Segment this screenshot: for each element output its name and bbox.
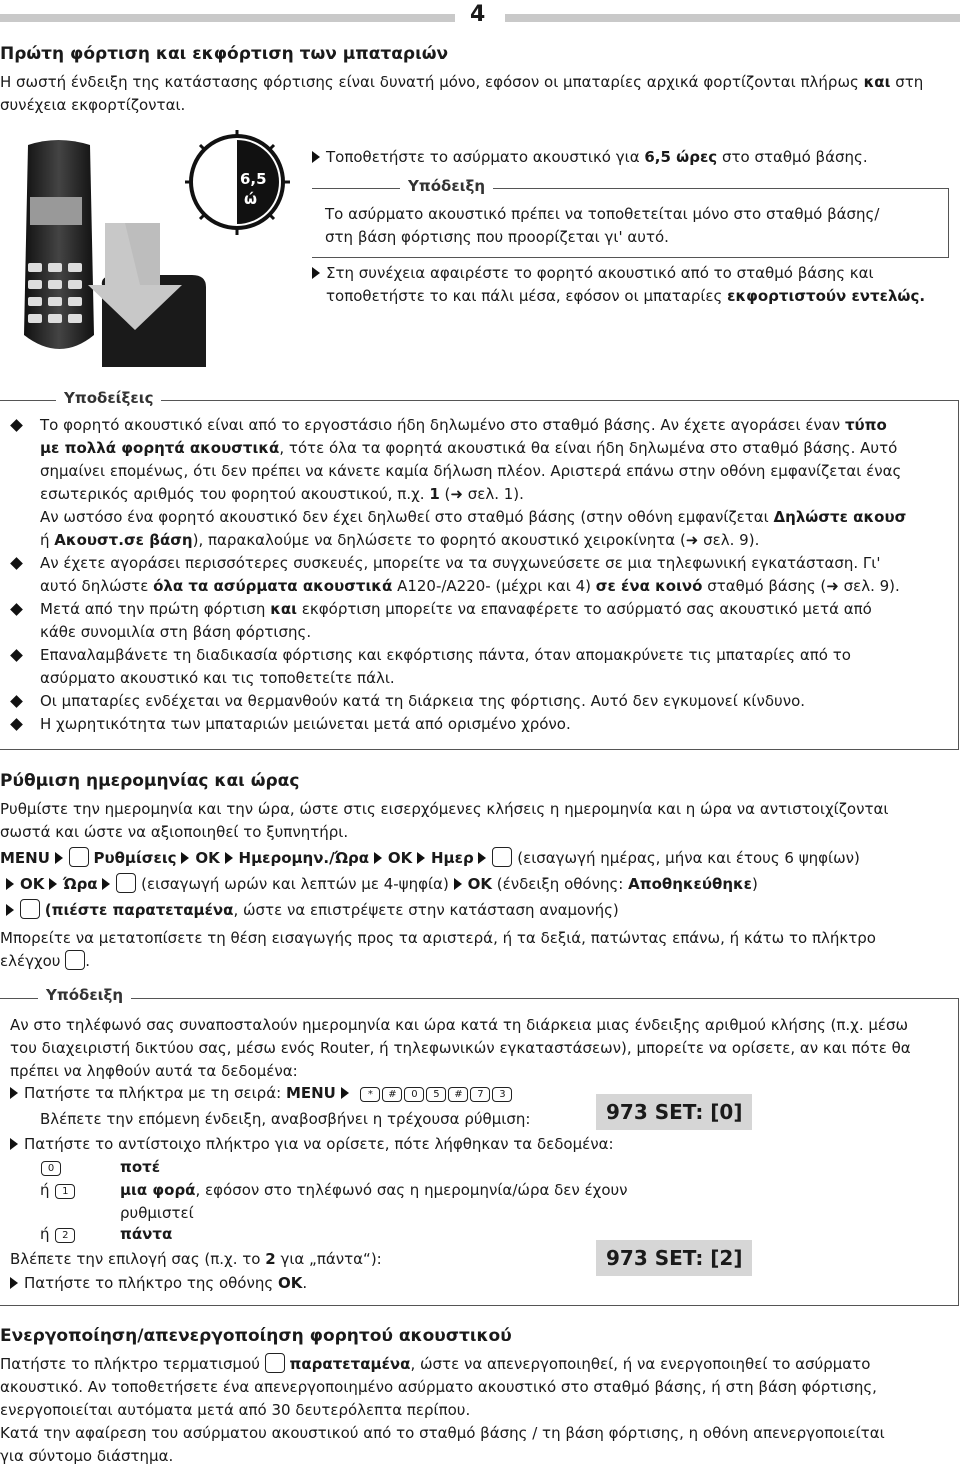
tips-label: Υποδείξεις: [56, 389, 161, 407]
section-title-datetime: Ρύθμιση ημερομηνίας και ώρας: [0, 771, 300, 791]
end-call-key-icon: [20, 899, 40, 919]
clock-icon: [185, 130, 290, 235]
control-key-icon: [65, 950, 85, 970]
key-3: 3: [492, 1087, 512, 1102]
end-call-key-icon-2: [265, 1353, 285, 1373]
note2-text: Αν στο τηλέφωνό σας συναποσταλούν ημερομηνία και ώρα κατά τη διάρκεια μιας ένδειξης αριθμού κλήσης (π.χ. μέσω του διαχειριστή δικτύου σας, μέσω ενός Router, ή τηλεφωνικών εγκαταστάσεων), μπορείτε να ορίσετε, αν και πότε θα πρέπει να ληφθούν αυτά τα δεδομένα:: [10, 1016, 911, 1080]
note2-step1-desc: Βλέπετε την επόμενη ένδειξη, αναβοσβήνει η τρέχουσα ρύθμιση:: [40, 1110, 531, 1128]
datetime-cursor-text: Μπορείτε να μετατοπίσετε τη θέση εισαγωγής προς τα αριστερά, ή τα δεξιά, πατώντας επάνω, ή κάτω το πλήκτρο ελέγχου .: [0, 929, 876, 970]
clock-label-unit: ώ: [244, 190, 258, 208]
note2-see-choice: Βλέπετε την επιλογή σας (π.χ. το 2 για „πάντα“):: [10, 1250, 382, 1268]
key-hash-2: #: [448, 1087, 468, 1102]
key-star: *: [360, 1087, 380, 1102]
nav-key-icon: [69, 847, 89, 867]
section-title-charging: Πρώτη φόρτιση και εκφόρτιση των μπαταριών: [0, 44, 449, 64]
datetime-menu-path-1: MENU Ρυθμίσεις OK Ημερομην./Ώρα OK Ημερ (εισαγωγή ημέρας, μήνα και έτους 6 ψηφίων): [0, 849, 860, 867]
tip-item-after-charge: Μετά από την πρώτη φόρτιση και εκφόρτιση μπορείτε να επαναφέρετε το ασύρματό σας ακουστικό μετά από κάθε συνομιλία στη βάση φόρτισης.: [0, 598, 955, 644]
note2-step1: Πατήστε τα πλήκτρα με τη σειρά: MENU * # 0 5 # 7 3: [10, 1082, 513, 1105]
tip-item-repeat: Επαναλαμβάνετε τη διαδικασία φόρτισης και εκφόρτισης πάντα, όταν απομακρύνετε τις μπαταρίες από το ασύρματο ακουστικό και τις τοποθετείτε πάλι.: [0, 644, 955, 690]
note-label-2: Υπόδειξη: [38, 986, 131, 1004]
key-5: 5: [426, 1087, 446, 1102]
tip-item-heat: Οι μπαταρίες ενδέχεται να θερμανθούν κατά τη διάρκεια της φόρτισης. Αυτό δεν εγκυμονεί κίνδυνο.: [0, 690, 955, 713]
note-label-1: Υπόδειξη: [400, 177, 493, 195]
tips-list: [0, 414, 955, 736]
step-remove-handset: Στη συνέχεια αφαιρέστε το φορητό ακουστικό από το σταθμό βάσης και τοποθετήστε το και πάλι μέσα, εφόσον οι μπαταρίες εκφορτιστούν εντελώς.: [312, 262, 925, 308]
note2-option-once: ή 1 μια φορά, εφόσον στο τηλέφωνό σας η ημερομηνία/ώρα δεν έχουν ρυθμιστεί: [40, 1181, 628, 1222]
note-text-1: Το ασύρματο ακουστικό πρέπει να τοποθετείται μόνο στο σταθμό βάσης/ στη βάση φόρτισης που προορίζεται γι' αυτό.: [325, 205, 880, 246]
tip-item-registered: Το φορητό ακουστικό είναι από το εργοστάσιο ήδη δηλωμένο στο σταθμό βάσης. Αν έχετε αγοράσει έναν τύπο με πολλά φορητά ακουστικά, τότε όλα τα φορητά ακουστικά θα είναι ήδη δηλωμένα στο σταθμό βάσης. Αυτό σημαίνει επομένως, ότι δεν πρέπει να κάνετε καμία δήλωση πλέον. Αριστερά επάνω στην οθόνη εμφανίζεται ένας εσωτερικός αριθμός του φορητού ακουστικού, π.χ. 1 (➜ σελ. 1). Αν ωστόσο ένα φορητό ακουστικό δεν έχει δηλωθεί στο σταθμό βάσης (στην οθόνη εμφανίζεται Δηλώστε ακουσ ή Ακουστ.σε βάση), παρακαλούμε να δηλώσετε το φορητό ακουστικό χειροκίνητα (➜ σελ. 9).: [0, 414, 955, 552]
note2-option-always: ή 2 πάντα: [40, 1225, 173, 1243]
key-hash: #: [382, 1087, 402, 1102]
lcd-display-2: 973 SET: [2]: [596, 1240, 752, 1276]
step-place-handset: Τοποθετήστε το ασύρματο ακουστικό για 6,5 ώρες στο σταθμό βάσης.: [312, 146, 868, 169]
note2-step2: Πατήστε το αντίστοιχο πλήκτρο για να ορίσετε, πότε λήφθηκαν τα δεδομένα:: [10, 1133, 614, 1156]
note2-option-never: 0 ποτέ: [40, 1156, 62, 1179]
section-title-power: Ενεργοποίηση/απενεργοποίηση φορητού ακουστικού: [0, 1326, 512, 1346]
tip-item-merge: Αν έχετε αγοράσει περισσότερες συσκευές, μπορείτε να τα συγχωνεύσετε σε μια τηλεφωνική εγκατάσταση. Γι' αυτό δηλώστε όλα τα ασύρματα ακουστικά A120-/A220- (μέχρι και 4) σε ένα κοινό σταθμό βάσης (➜ σελ. 9).: [0, 552, 955, 598]
lcd-display-1: 973 SET: [0]: [596, 1094, 752, 1130]
datetime-intro: Ρυθμίστε την ημερομηνία και την ώρα, ώστε στις εισερχόμενες κλήσεις η ημερομηνία και η ώρα να αντιστοιχίζονται σωστά και ώστε να αξιοποιηθεί το ξυπνητήρι.: [0, 800, 889, 841]
intro-text: Η σωστή ένδειξη της κατάστασης φόρτισης είναι δυνατή μόνο, εφόσον οι μπαταρίες αρχικά φορτίζονται πλήρως και στη συνέχεια εκφορτίζονται.: [0, 73, 924, 114]
power-text: Πατήστε το πλήκτρο τερματισμού παρατεταμένα, ώστε να απενεργοποιηθεί, ή να ενεργοποιηθεί το ασύρματο ακουστικό. Αν τοποθετήσετε ένα απενεργοποιημένο ασύρματο ακουστικό στο σταθμό βάσης, ή στη βάση φόρτισης, ενεργοποιείται αυτόματα μετά από 30 δευτερόλεπτα περίπου. Κατά την αφαίρεση του ασύρματου ακουστικού από το σταθμό βάσης / τη βάση φόρτισης, η οθόνη απενεργοποιείται για σύντομο διάστημα.: [0, 1355, 885, 1465]
keypad-icon: [492, 847, 512, 867]
datetime-menu-path-2: OK Ώρα (εισαγωγή ωρών και λεπτών με 4-ψηφία) OK (ένδειξη οθόνης: Αποθηκεύθηκε): [6, 873, 758, 896]
key-7: 7: [470, 1087, 490, 1102]
tip-item-capacity: Η χωρητικότητα των μπαταριών μειώνεται μετά από ορισμένο χρόνο.: [0, 713, 955, 736]
header-bar-left: [0, 14, 455, 22]
key-0: 0: [404, 1087, 424, 1102]
datetime-menu-path-3: (πιέστε παρατεταμένα, ώστε να επιστρέψετε στην κατάσταση αναμονής): [6, 899, 619, 922]
header-bar-right: [505, 14, 960, 22]
keypad-icon-2: [116, 873, 136, 893]
note2-step3: Πατήστε το πλήκτρο της οθόνης OK.: [10, 1272, 307, 1295]
page-number: 4: [470, 2, 486, 27]
clock-label-hours: 6,5: [240, 170, 267, 188]
